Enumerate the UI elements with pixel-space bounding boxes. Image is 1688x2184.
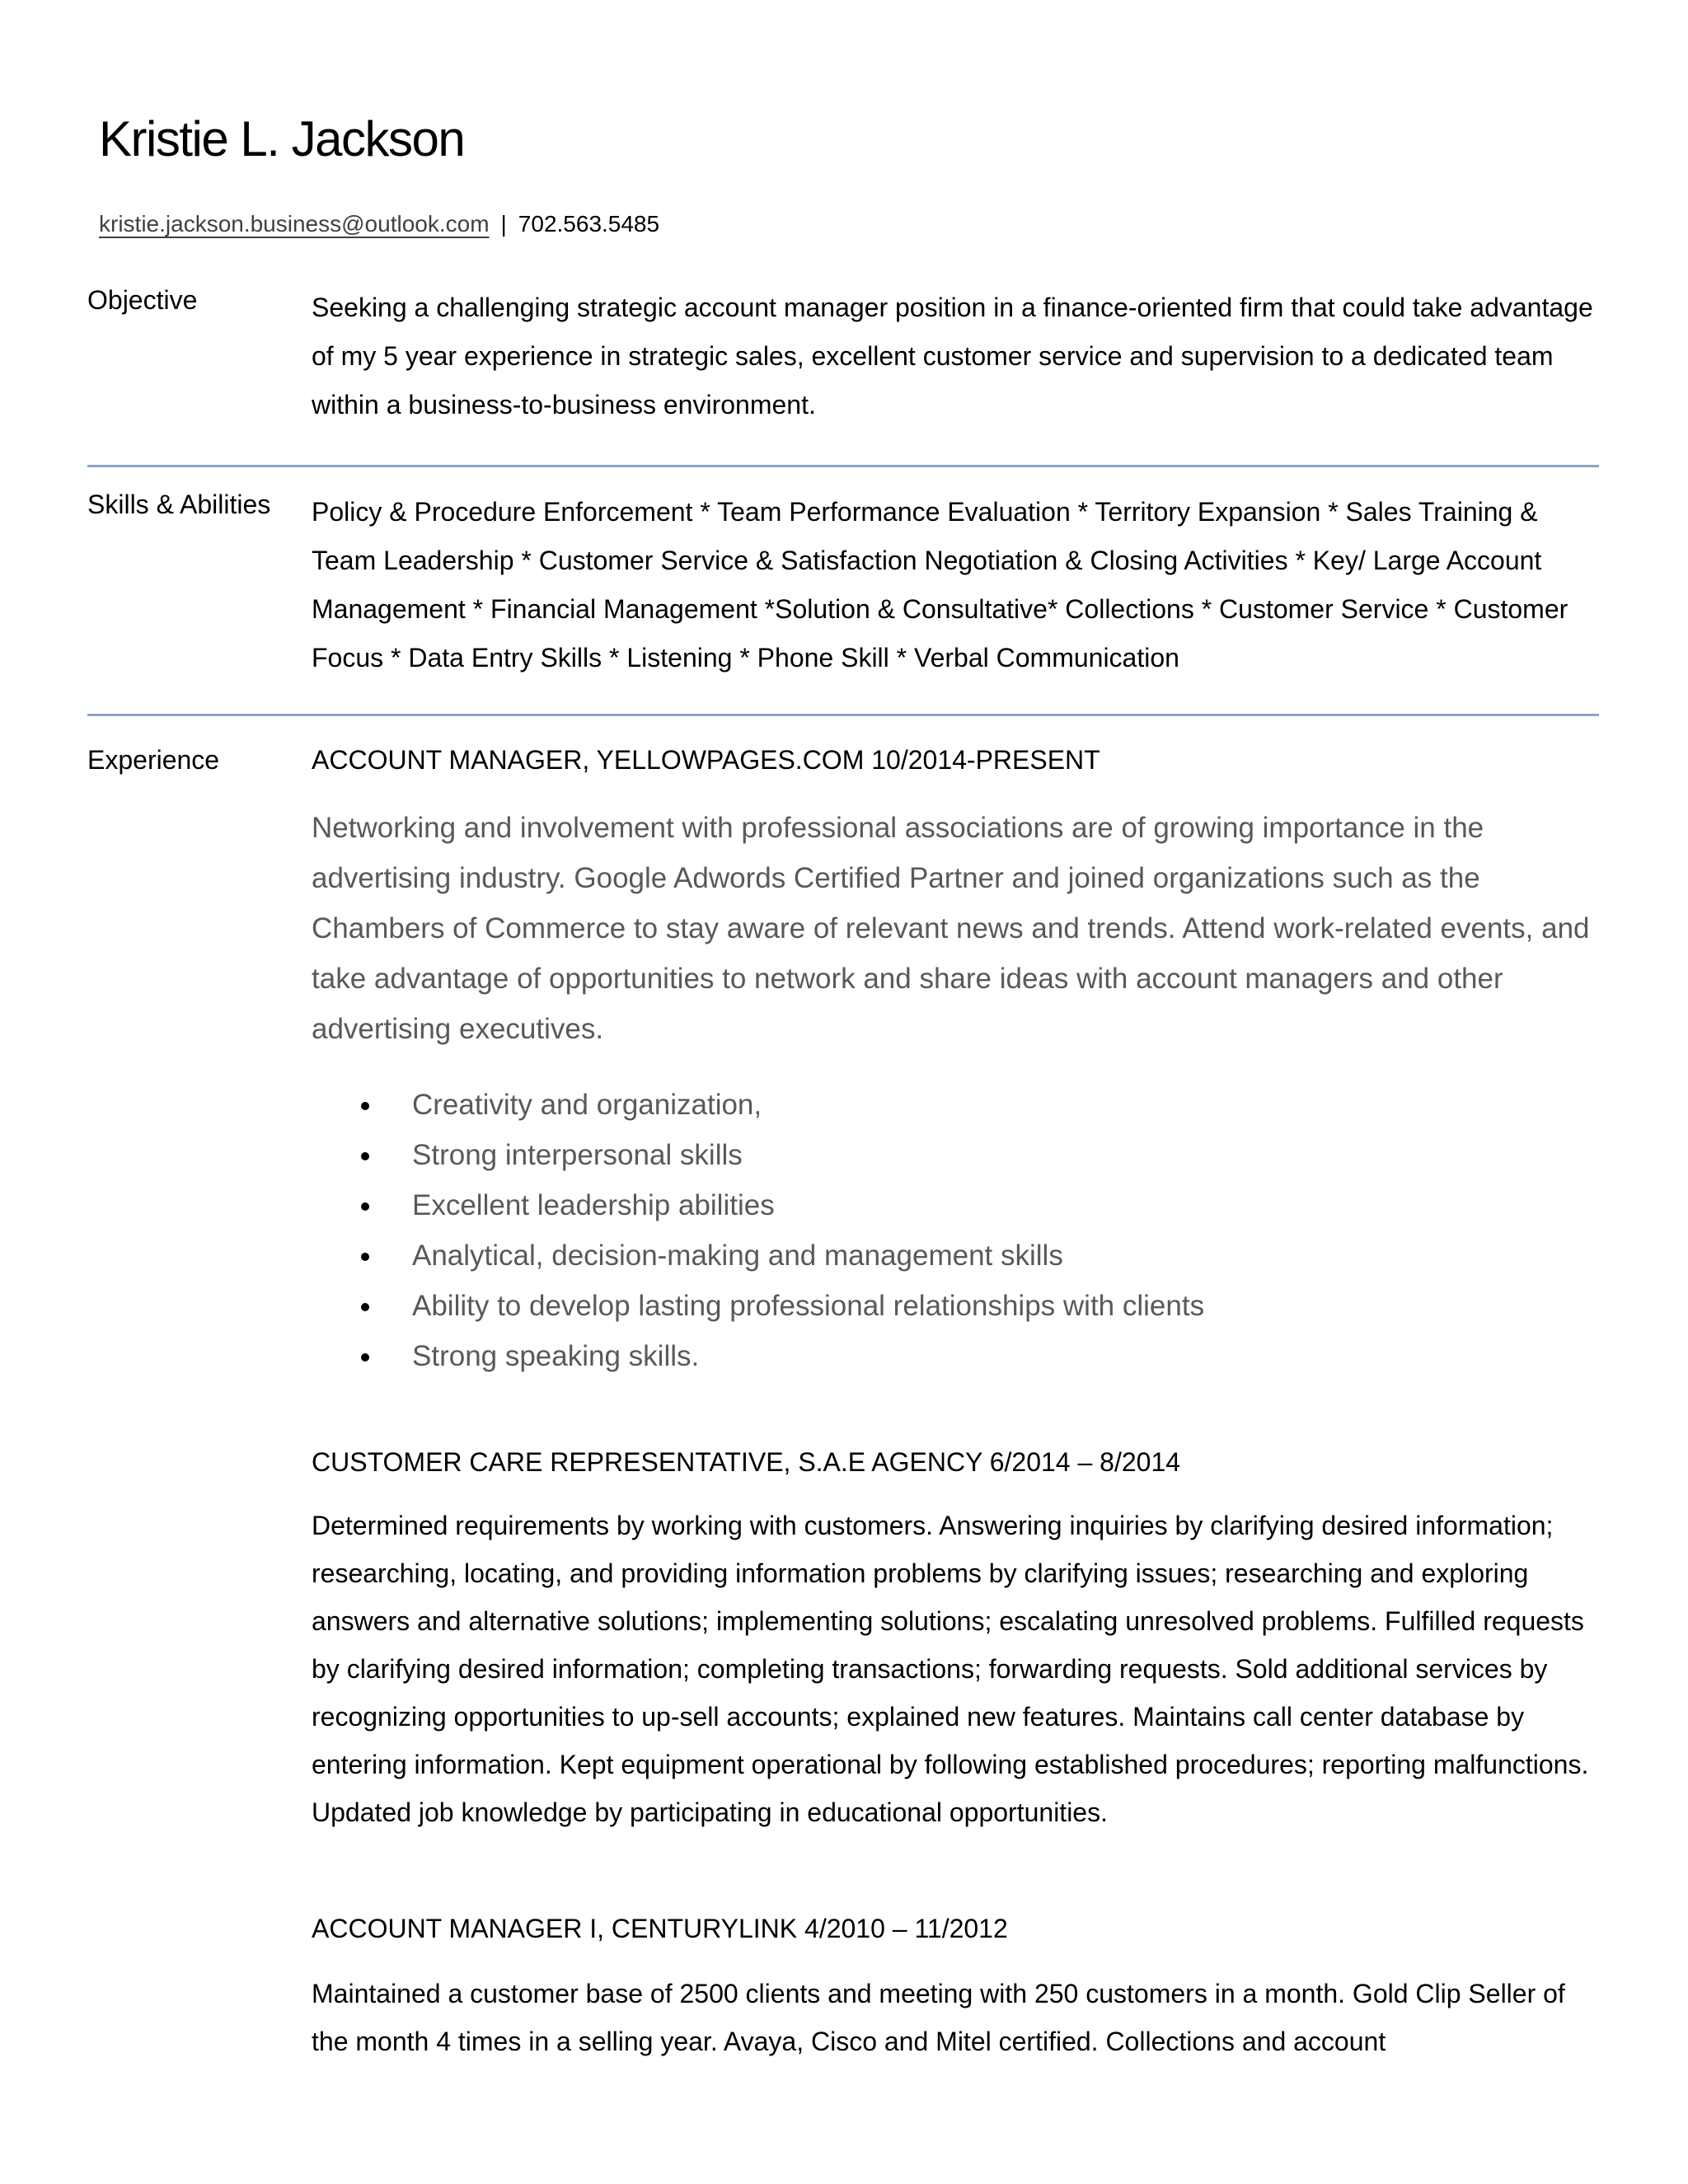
section-divider	[87, 714, 1599, 716]
bullet-icon	[361, 1152, 369, 1160]
list-item-text: Strong interpersonal skills	[412, 1139, 743, 1171]
list-item	[312, 1331, 1548, 1381]
list-item	[312, 1080, 1548, 1130]
list-item-text: Ability to develop lasting professional relationships with clients	[412, 1290, 1205, 1322]
bullet-icon	[361, 1102, 369, 1110]
list-item-text: Analytical, decision-making and management skills	[412, 1240, 1063, 1272]
list-item-text: Excellent leadership abilities	[412, 1189, 775, 1221]
contact-separator: |	[500, 211, 507, 237]
bullet-icon	[361, 1253, 369, 1261]
list-item	[312, 1180, 1548, 1230]
list-item	[312, 1281, 1548, 1331]
section-divider	[87, 465, 1599, 467]
skills-label: Skills & Abilities	[87, 490, 271, 519]
bullet-icon	[361, 1303, 369, 1311]
list-item-text: Strong speaking skills.	[412, 1340, 700, 1372]
job-description: Networking and involvement with professional associations are of growing importance in the advertising industry. Google Adwords Certified Partner and joined organizations such as the Chambers of Commerce to stay aware of relevant news and trends. Attend work-related events, and take advantage of opportunities to network and share ideas with account managers and other advertising executives.	[312, 812, 1590, 1045]
list-item-text: Creativity and organization,	[412, 1089, 762, 1121]
contact-line	[99, 211, 659, 237]
list-item	[312, 1230, 1548, 1281]
candidate-name: Kristie L. Jackson	[99, 111, 465, 166]
objective-label: Objective	[87, 285, 198, 315]
bullet-icon	[361, 1202, 369, 1211]
bullet-icon	[361, 1353, 369, 1361]
job-title: ACCOUNT MANAGER I, CENTURYLINK 4/2010 – 11/2012	[312, 1914, 1008, 1943]
job-skill-list	[312, 1080, 1548, 1381]
skills-text: Policy & Procedure Enforcement * Team Performance Evaluation * Territory Expansion * Sales Training & Team Leadership * Customer Service & Satisfaction Negotiation & Closing Activities * Key/ Large Account Management * Financial Management *Solution & Consultative* Collections * Customer Service * Customer Focus * Data Entry Skills * Listening * Phone Skill * Verbal Communication	[312, 497, 1568, 673]
job-title: CUSTOMER CARE REPRESENTATIVE, S.A.E AGENCY 6/2014 – 8/2014	[312, 1447, 1181, 1477]
job-description: Maintained a customer base of 2500 clients and meeting with 250 customers in a month. Gold Clip Seller of the month 4 times in a selling year. Avaya, Cisco and Mitel certified. Collections and account	[312, 1979, 1565, 2056]
objective-text: Seeking a challenging strategic account manager position in a finance-oriented firm that could take advantage of my 5 year experience in strategic sales, excellent customer service and supervision to a dedicated team within a business-to-business environment.	[312, 293, 1593, 419]
experience-label: Experience	[87, 745, 220, 775]
list-item	[312, 1130, 1548, 1180]
job-title: ACCOUNT MANAGER, YELLOWPAGES.COM 10/2014-PRESENT	[312, 745, 1100, 775]
job-description: Determined requirements by working with customers. Answering inquiries by clarifying desired information; researching, locating, and providing information problems by clarifying issues; researching and exploring answers and alternative solutions; implementing solutions; escalating unresolved problems. Fulfilled requests by clarifying desired information; completing transactions; forwarding requests. Sold additional services by recognizing opportunities to up-sell accounts; explained new features. Maintains call center database by entering information. Kept equipment operational by following established procedures; reporting malfunctions. Updated job knowledge by participating in educational opportunities.	[312, 1511, 1589, 1827]
email-link[interactable]: kristie.jackson.business@outlook.com	[99, 211, 490, 237]
phone-number: 702.563.5485	[518, 211, 660, 237]
